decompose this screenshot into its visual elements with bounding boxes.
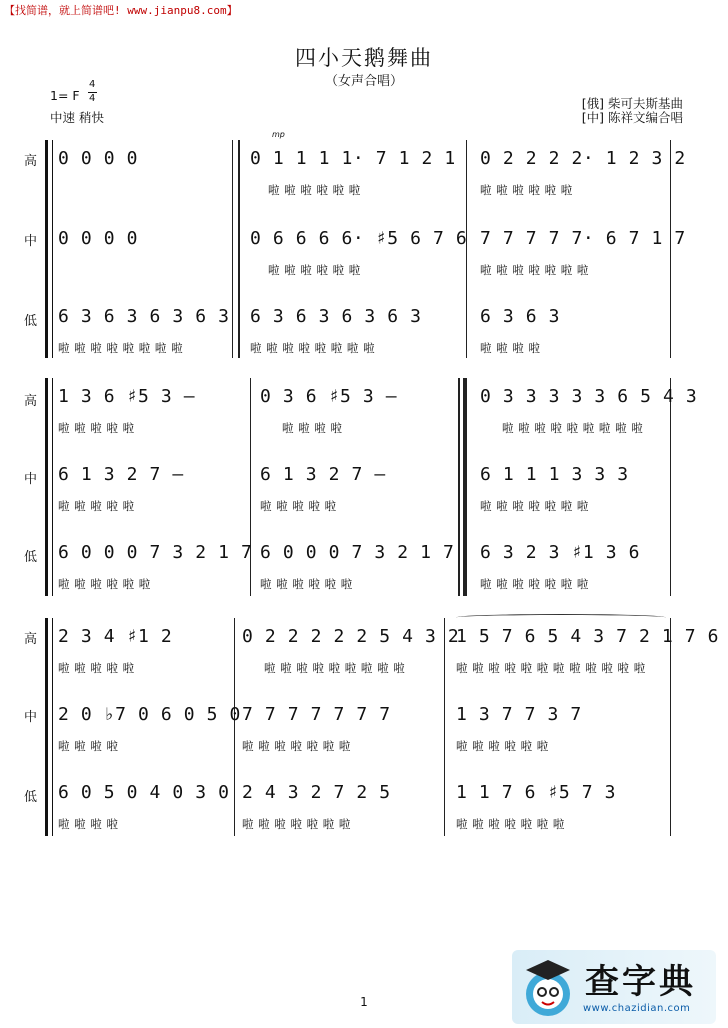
time-signature-top: 4 [89,79,96,90]
notes: 6 1 3 2 7 — [260,464,386,485]
lyrics: 啦 啦 啦 啦 啦 啦 [268,183,361,197]
barline [232,140,233,358]
lyrics: 啦 啦 啦 啦 [58,739,119,753]
tempo-marking: 中速 稍快 [50,110,104,125]
system-bracket [45,618,48,836]
voice-label-high: 高 [24,632,38,647]
lyrics: 啦 啦 啦 啦 啦 啦 [268,263,361,277]
lyrics: 啦 啦 啦 啦 啦 啦 啦 [480,499,589,513]
lyrics: 啦 啦 啦 啦 [480,341,541,355]
lyrics: 啦 啦 啦 啦 啦 啦 啦 [480,577,589,591]
lyrics: 啦 啦 啦 啦 啦 啦 啦 [456,817,565,831]
notes: 6 1 3 2 7 — [58,464,184,485]
watermark-link[interactable]: 【找简谱，就上简谱吧! www.jianpu8.com】 [4,4,238,17]
slur [456,614,666,621]
arranger-credit: [中] 陈祥文编合唱 [581,110,683,125]
lyrics: 啦 啦 啦 啦 啦 [58,499,135,513]
barline [670,378,671,596]
notes: 0 3 6 ♯5 3 — [260,386,398,407]
lyrics: 啦 啦 啦 啦 啦 啦 啦 [242,739,351,753]
time-signature-bottom: 4 [89,93,96,104]
notes: 0 2 2 2 2 2 5 4 3 2 [242,626,460,647]
page-number: 1 [360,995,368,1009]
dynamic-mp: mp [272,130,285,139]
notes: 6 3 6 3 6 3 6 3 [58,306,230,327]
barline [250,378,251,596]
system-bracket [45,378,48,596]
notes: 7 7 7 7 7· 6 7 1 7 [480,228,686,249]
voice-label-mid: 中 [24,234,38,249]
key-signature: 1= F [50,88,80,103]
notes: 2 4 3 2 7 2 5 [242,782,391,803]
lyrics: 啦 啦 啦 啦 啦 啦 啦 [480,263,589,277]
barline [234,618,235,836]
barline [670,140,671,358]
voice-label-low: 低 [24,790,38,805]
voice-label-low: 低 [24,550,38,565]
repeat-barline [238,140,240,358]
lyrics: 啦 啦 啦 啦 啦 啦 啦 [242,817,351,831]
voice-label-high: 高 [24,154,38,169]
notes: 6 0 5 0 4 0 3 0 [58,782,230,803]
voice-label-mid: 中 [24,472,38,487]
lyrics: 啦 啦 啦 啦 啦 [260,499,337,513]
lyrics: 啦 啦 啦 啦 啦 啦 [480,183,573,197]
system-bracket [45,140,48,358]
lyrics: 啦 啦 啦 啦 啦 [58,661,135,675]
notes: 2 0 ♭7 0 6 0 5 0 [58,704,241,725]
repeat-barline-thick [463,378,467,596]
notes: 6 3 2 3 ♯1 3 6 [480,542,641,563]
song-subtitle: （女声合唱） [324,74,403,89]
notes: 6 3 6 3 [480,306,561,327]
notes: 1 1 7 6 ♯5 7 3 [456,782,617,803]
system-bracket-thin [52,140,53,358]
notes: 6 1 1 1 3 3 3 [480,464,629,485]
lyrics: 啦 啦 啦 啦 啦 啦 啦 啦 [250,341,376,355]
notes: 1 5 7 6 5 4 3 7 2 1 7 6 [456,626,720,647]
lyrics: 啦 啦 啦 啦 [282,421,343,435]
barline [444,618,445,836]
notes: 0 3 3 3 3 3 6 5 4 3 [480,386,698,407]
song-title: 四小天鹅舞曲 [295,46,433,70]
notes: 0 0 0 0 [58,228,139,249]
logo-text: 查字典 [585,962,696,1002]
notes: 0 1 1 1 1· 7 1 2 1 [250,148,456,169]
system-bracket-thin [52,378,53,596]
composer-credit: [俄] 柴可夫斯基曲 [581,96,683,111]
lyrics: 啦 啦 啦 啦 啦 啦 啦 啦 啦 [264,661,406,675]
notes: 1 3 7 7 3 7 [456,704,582,725]
lyrics: 啦 啦 啦 啦 啦 [58,421,135,435]
lyrics: 啦 啦 啦 啦 [58,817,119,831]
notes: 7 7 7 7 7 7 7 [242,704,391,725]
lyrics: 啦 啦 啦 啦 啦 啦 [58,577,151,591]
logo-url[interactable]: www.chazidian.com [583,1003,691,1014]
notes: 6 0 0 0 7 3 2 1 7 [58,542,253,563]
system-bracket-thin [52,618,53,836]
repeat-barline [458,378,460,596]
notes: 2 3 4 ♯1 2 [58,626,173,647]
notes: 0 6 6 6 6· ♯5 6 7 6 [250,228,468,249]
notes: 6 0 0 0 7 3 2 1 7 [260,542,455,563]
voice-label-low: 低 [24,314,38,329]
voice-label-mid: 中 [24,710,38,725]
notes: 1 3 6 ♯5 3 — [58,386,196,407]
voice-label-high: 高 [24,394,38,409]
lyrics: 啦 啦 啦 啦 啦 啦 [456,739,549,753]
notes: 0 0 0 0 [58,148,139,169]
lyrics: 啦 啦 啦 啦 啦 啦 啦 啦 啦 啦 啦 啦 [456,661,646,675]
lyrics: 啦 啦 啦 啦 啦 啦 啦 啦 啦 [502,421,644,435]
notes: 6 3 6 3 6 3 6 3 [250,306,422,327]
lyrics: 啦 啦 啦 啦 啦 啦 [260,577,353,591]
barline [670,618,671,836]
barline [466,140,467,358]
notes: 0 2 2 2 2· 1 2 3 2 [480,148,686,169]
lyrics: 啦 啦 啦 啦 啦 啦 啦 啦 [58,341,184,355]
